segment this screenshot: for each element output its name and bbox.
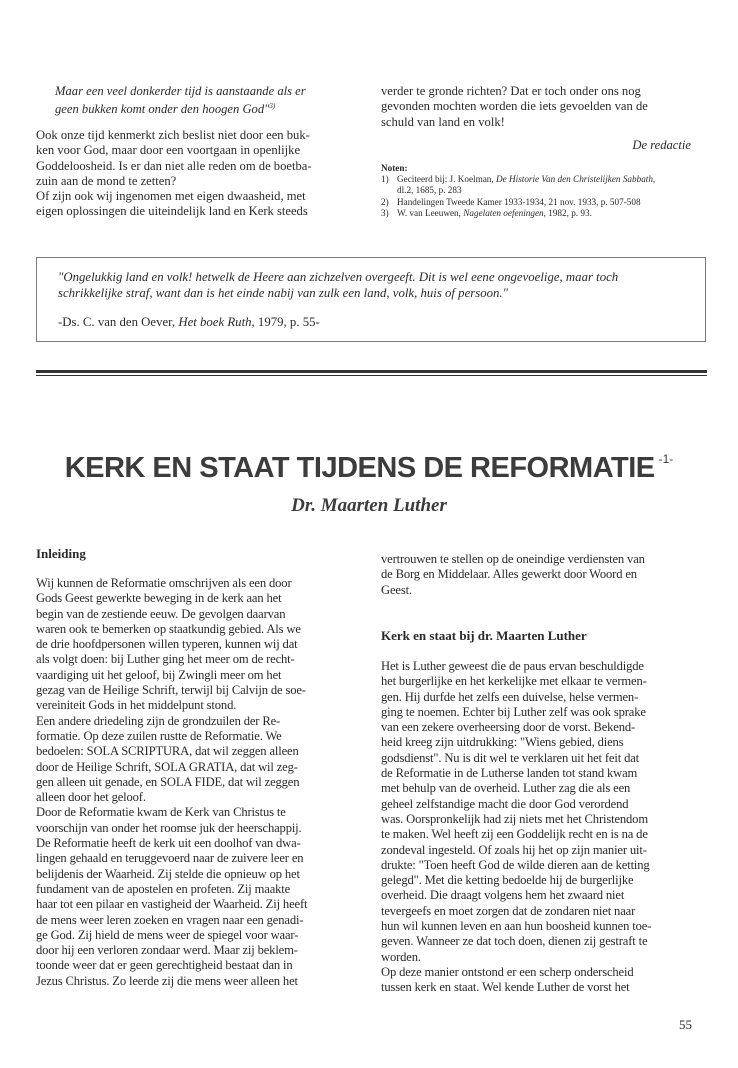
text-line: als volgt doen: bij Luther ging het meer om de recht- (36, 652, 295, 667)
quote-box (36, 257, 706, 342)
quote-line: schrikkelijke straf, want dan is het einde nabij van zulk een land, volk, huis of persoon." (58, 286, 508, 300)
text-line: hun wil kunnen leven en aan hun boosheid kunnen toe- (381, 919, 652, 934)
text-line: Goddeloosheid. Is er dan niet alle reden om de boetba- (36, 158, 312, 173)
footnote-number: 2) (381, 196, 389, 207)
text-line: Het is Luther geweest die de paus ervan beschuldigde (381, 659, 644, 673)
footnote: 1) Geciteerd bij: J. Koelman, De Historie Van den Christelijken Sabbath, dl.2, 1685, p. 283 (381, 174, 656, 196)
text-line: gezag van de Heilige Schrift, terwijl bij Calvijn de soe- (36, 683, 306, 698)
text-line: toonde weer dat er geen gerechtigheid bestaat dan in (36, 958, 293, 973)
quote-line: geen bukken komt onder den hoogen God"$^{3)}$ (55, 102, 276, 117)
text-line: de mens weer leren zoeken en vragen naar een genadi- (36, 912, 304, 927)
text-line: gelegd". Met die ketting bedoelde hij de burgerlijke (381, 873, 634, 888)
footnote-ref: 3) (269, 102, 276, 111)
text-line: de drie hoofdpersonen willen typeren, kunnen wij dat (36, 637, 298, 652)
text-line: geven. Wanneer ze dat toch doen, dienen zij gestraft te (381, 934, 648, 949)
text-line: ging te noemen. Echter bij Luther zelf was ook sprake (381, 704, 646, 719)
text-line: Geest. (381, 582, 412, 597)
text-line: begin van de zestiende eeuw. De gevolgen daarvan (36, 606, 286, 621)
text-line: De Reformatie heeft de kerk uit een doolhof van dwa- (36, 836, 301, 851)
text-line: door hij een verloren zondaar werd. Maar zij beklem- (36, 943, 298, 958)
box-quote (58, 269, 698, 301)
text-line: van een zekere overheersing door de vorst. Bekend- (381, 720, 636, 735)
text-line: alleen door het geloof. (36, 790, 146, 805)
text-line: ken voor God, maar door een voortgaan in openlijke (36, 143, 301, 158)
top-left-quote (55, 84, 365, 118)
text-line: heid kreeg zijn uitdrukking: "Wiens gebied, diens (381, 735, 624, 750)
text-line: Gods Geest gewerkte beweging in de kerk aan het (36, 591, 282, 606)
text-line: Jezus Christus. Zo leerde zij die mens weer alleen het (36, 973, 298, 988)
text-line: overheid. Die draagt volgens hem het zwaard niet (381, 888, 625, 903)
text-line: Ook onze tijd kenmerkt zich beslist niet door een buk- (36, 128, 310, 142)
text-line: godsdienst". Nu is dit wel te verklaren uit het feit dat (381, 750, 639, 765)
text-line: de Reformatie in de Lutherse landen tot stand kwam (381, 766, 638, 781)
text-line: Op deze manier ontstond er een scherp onderscheid (381, 964, 634, 979)
footnotes (381, 163, 716, 219)
top-left-paragraph (36, 128, 366, 220)
text-line: tevergeefs en moet zorgen dat de zondaren niet naar (381, 903, 636, 918)
page-number: 55 (679, 1017, 692, 1032)
text-line: de Borg en Middelaar. Alles gewerkt door Woord en (381, 567, 637, 582)
text-line: haar tot een pilaar en vastigheid der Waarheid. Zij heeft (36, 897, 308, 912)
text-line: Of zijn ook wij ingenomen met eigen dwaasheid, met (36, 189, 306, 204)
text-line: verder te gronde richten? Dat er toch onder ons nog (381, 84, 641, 98)
text-line: het burgerlijke en het kerkelijke met elkaar te vermen- (381, 674, 647, 689)
text-line: formatie. Op deze zuilen rustte de Reformatie. We (36, 728, 282, 743)
text-line: ge God. Zij hield de mens weer de spiegel voor waar- (36, 927, 299, 942)
text-line: geheel zelfstandige macht die door God verordend (381, 796, 629, 811)
right-column-body (381, 659, 711, 996)
text-line: lingen gehaald en teruggevoerd naar de zuivere leer en (36, 851, 304, 866)
footnote-number: 1) (381, 174, 389, 185)
text-line: fundament van de apostelen en profeten. Zij maakte (36, 881, 291, 896)
article-title: KERK EN STAAT TIJDENS DE REFORMATIE $^{-1-}$ (64, 452, 674, 484)
box-attribution: -Ds. C. van den Oever, Het boek Ruth, 1979, p. 55- (58, 315, 320, 329)
text-line: schuld van land en volk! (381, 114, 505, 129)
footnote-number: 3) (381, 207, 389, 218)
top-right-paragraph (381, 84, 711, 130)
text-line: Wij kunnen de Reformatie omschrijven als een door (36, 576, 292, 590)
text-line: voorschijn van onder het roomse juk der heerschappij. (36, 820, 302, 835)
notes-heading: Noten: (381, 163, 408, 173)
text-line: drukte: "Toen heeft God de wilde dieren aan de ketting (381, 857, 650, 872)
article-subtitle: Dr. Maarten Luther (291, 495, 447, 516)
text-line: gevonden mochten worden die iets gevoelden van de (381, 99, 648, 114)
text-line: vereiniteit Gods in het middelpunt stond. (36, 698, 237, 713)
footnote: 3) W. van Leeuwen, Nagelaten oefeningen, 1982, p. 93. (381, 207, 592, 218)
right-column-top (381, 552, 711, 598)
text-line: te maken. Wel heeft zij een Goddelijk recht en is na de (381, 827, 648, 842)
text-line: zuin aan de mond te zetten? (36, 173, 177, 188)
text-line: Door de Reformatie kwam de Kerk van Christus te (36, 805, 286, 820)
text-line: bedoelen: SOLA SCRIPTURA, dat wil zeggen alleen (36, 744, 299, 759)
text-line: waren ook te bemerken op staatkundig gebied. Als we (36, 621, 301, 636)
text-line: eigen oplossingen die uiteindelijk land en Kerk steeds (36, 204, 308, 219)
footnote: 2) Handelingen Tweede Kamer 1933-1934, 21 nov. 1933, p. 507-508 (381, 196, 641, 207)
text-line: vertrouwen te stellen op de oneindige verdiensten van (381, 552, 645, 566)
article-part: -1- (658, 452, 674, 467)
text-line: worden. (381, 949, 421, 964)
left-column-body (36, 576, 366, 989)
text-line: met behulp van de overheid. Luther zag die als een (381, 781, 631, 796)
text-line: gen alleen uit genade, en SOLA FIDE, dat wil zeggen (36, 774, 300, 789)
text-line: Een andere driedeling zijn de grondzuilen der Re- (36, 713, 281, 728)
text-line: belijdenis der Waarheid. Zij stelde die opnieuw op het (36, 866, 300, 881)
section-divider-thin (36, 375, 707, 376)
text-line: gen. Hij durfde het zelfs een duivelse, helse vermen- (381, 689, 639, 704)
quote-line: Maar een veel donkerder tijd is aanstaande als er (55, 84, 306, 98)
section-heading-inleiding: Inleiding (36, 546, 86, 561)
section-heading-kerk-en-staat: Kerk en staat bij dr. Maarten Luther (381, 628, 587, 643)
text-line: zondeval ingesteld. Of zoals hij het op zijn manier uit- (381, 842, 647, 857)
editor-signature: De redactie (632, 138, 691, 152)
text-line: tussen kerk en staat. Wel kende Luther de vorst het (381, 980, 630, 995)
text-line: door de Heilige Schrift, SOLA GRATIA, dat wil zeg- (36, 759, 298, 774)
quote-line: "Ongelukkig land en volk! hetwelk de Heere aan zichzelven overgeeft. Dit is wel eene ongevoelige, maar toch (58, 270, 619, 284)
text-line: vaardiging uit het geloof, bij Zwingli meer om het (36, 667, 282, 682)
text-line: was. Oorspronkelijk had zij niets met het Christendom (381, 811, 648, 826)
section-divider (36, 370, 707, 373)
